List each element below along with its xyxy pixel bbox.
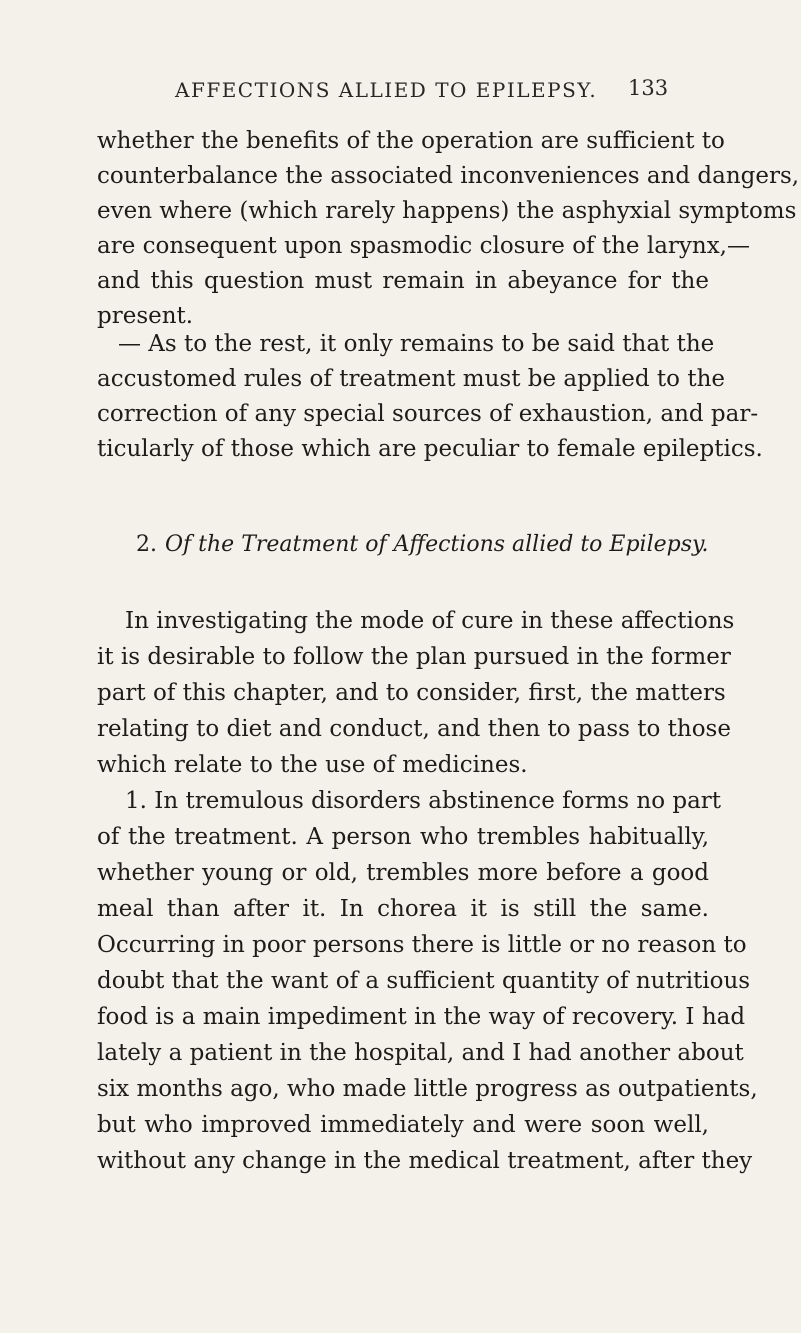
text-line: — As to the rest, it only remains to be said that the xyxy=(118,331,715,357)
text-line: and this question must remain in abeyance for the xyxy=(97,268,709,294)
text-line: which relate to the use of medicines. xyxy=(97,752,528,778)
text-line: relating to diet and conduct, and then to pass to those xyxy=(97,716,731,742)
text-line: it is desirable to follow the plan pursued in the former xyxy=(97,644,731,670)
text-line: present. xyxy=(97,303,194,329)
text-line: counterbalance the associated inconveniences and dangers, xyxy=(97,163,800,189)
text-line: lately a patient in the hospital, and I had another about xyxy=(97,1040,744,1066)
text-line: accustomed rules of treatment must be applied to the xyxy=(97,366,725,392)
text-line: are consequent upon spasmodic closure of the larynx,— xyxy=(97,233,750,259)
text-line: food is a main impediment in the way of recovery. I had xyxy=(97,1004,746,1030)
text-line: correction of any special sources of exhaustion, and par- xyxy=(97,401,759,427)
text-line: doubt that the want of a sufficient quantity of nutritious xyxy=(97,968,751,994)
section-title: Of the Treatment of Affections allied to Epilepsy. xyxy=(165,532,709,557)
text-line: meal than after it. In chorea it is still the same. xyxy=(97,896,709,922)
text-line: whether the benefits of the operation are sufficient to xyxy=(97,128,725,154)
section-heading xyxy=(136,532,716,557)
text-line: of the treatment. A person who trembles habitually, xyxy=(97,824,709,850)
text-line: In investigating the mode of cure in these affections xyxy=(125,608,735,634)
text-line: without any change in the medical treatment, after they xyxy=(97,1148,753,1174)
text-line: ticularly of those which are peculiar to female epileptics. xyxy=(97,436,763,462)
text-line: 1. In tremulous disorders abstinence forms no part xyxy=(125,788,722,814)
running-head: AFFECTIONS ALLIED TO EPILEPSY. xyxy=(175,78,598,102)
page-number: 133 xyxy=(628,76,669,100)
text-line: whether young or old, trembles more before a good xyxy=(97,860,709,886)
text-line: Occurring in poor persons there is little or no reason to xyxy=(97,932,747,958)
text-line: part of this chapter, and to consider, first, the matters xyxy=(97,680,726,706)
section-number: 2. xyxy=(136,532,157,557)
text-line: but who improved immediately and were soon well, xyxy=(97,1112,709,1138)
text-line: even where (which rarely happens) the asphyxial symptoms xyxy=(97,198,797,224)
text-line: six months ago, who made little progress as outpatients, xyxy=(97,1076,758,1102)
